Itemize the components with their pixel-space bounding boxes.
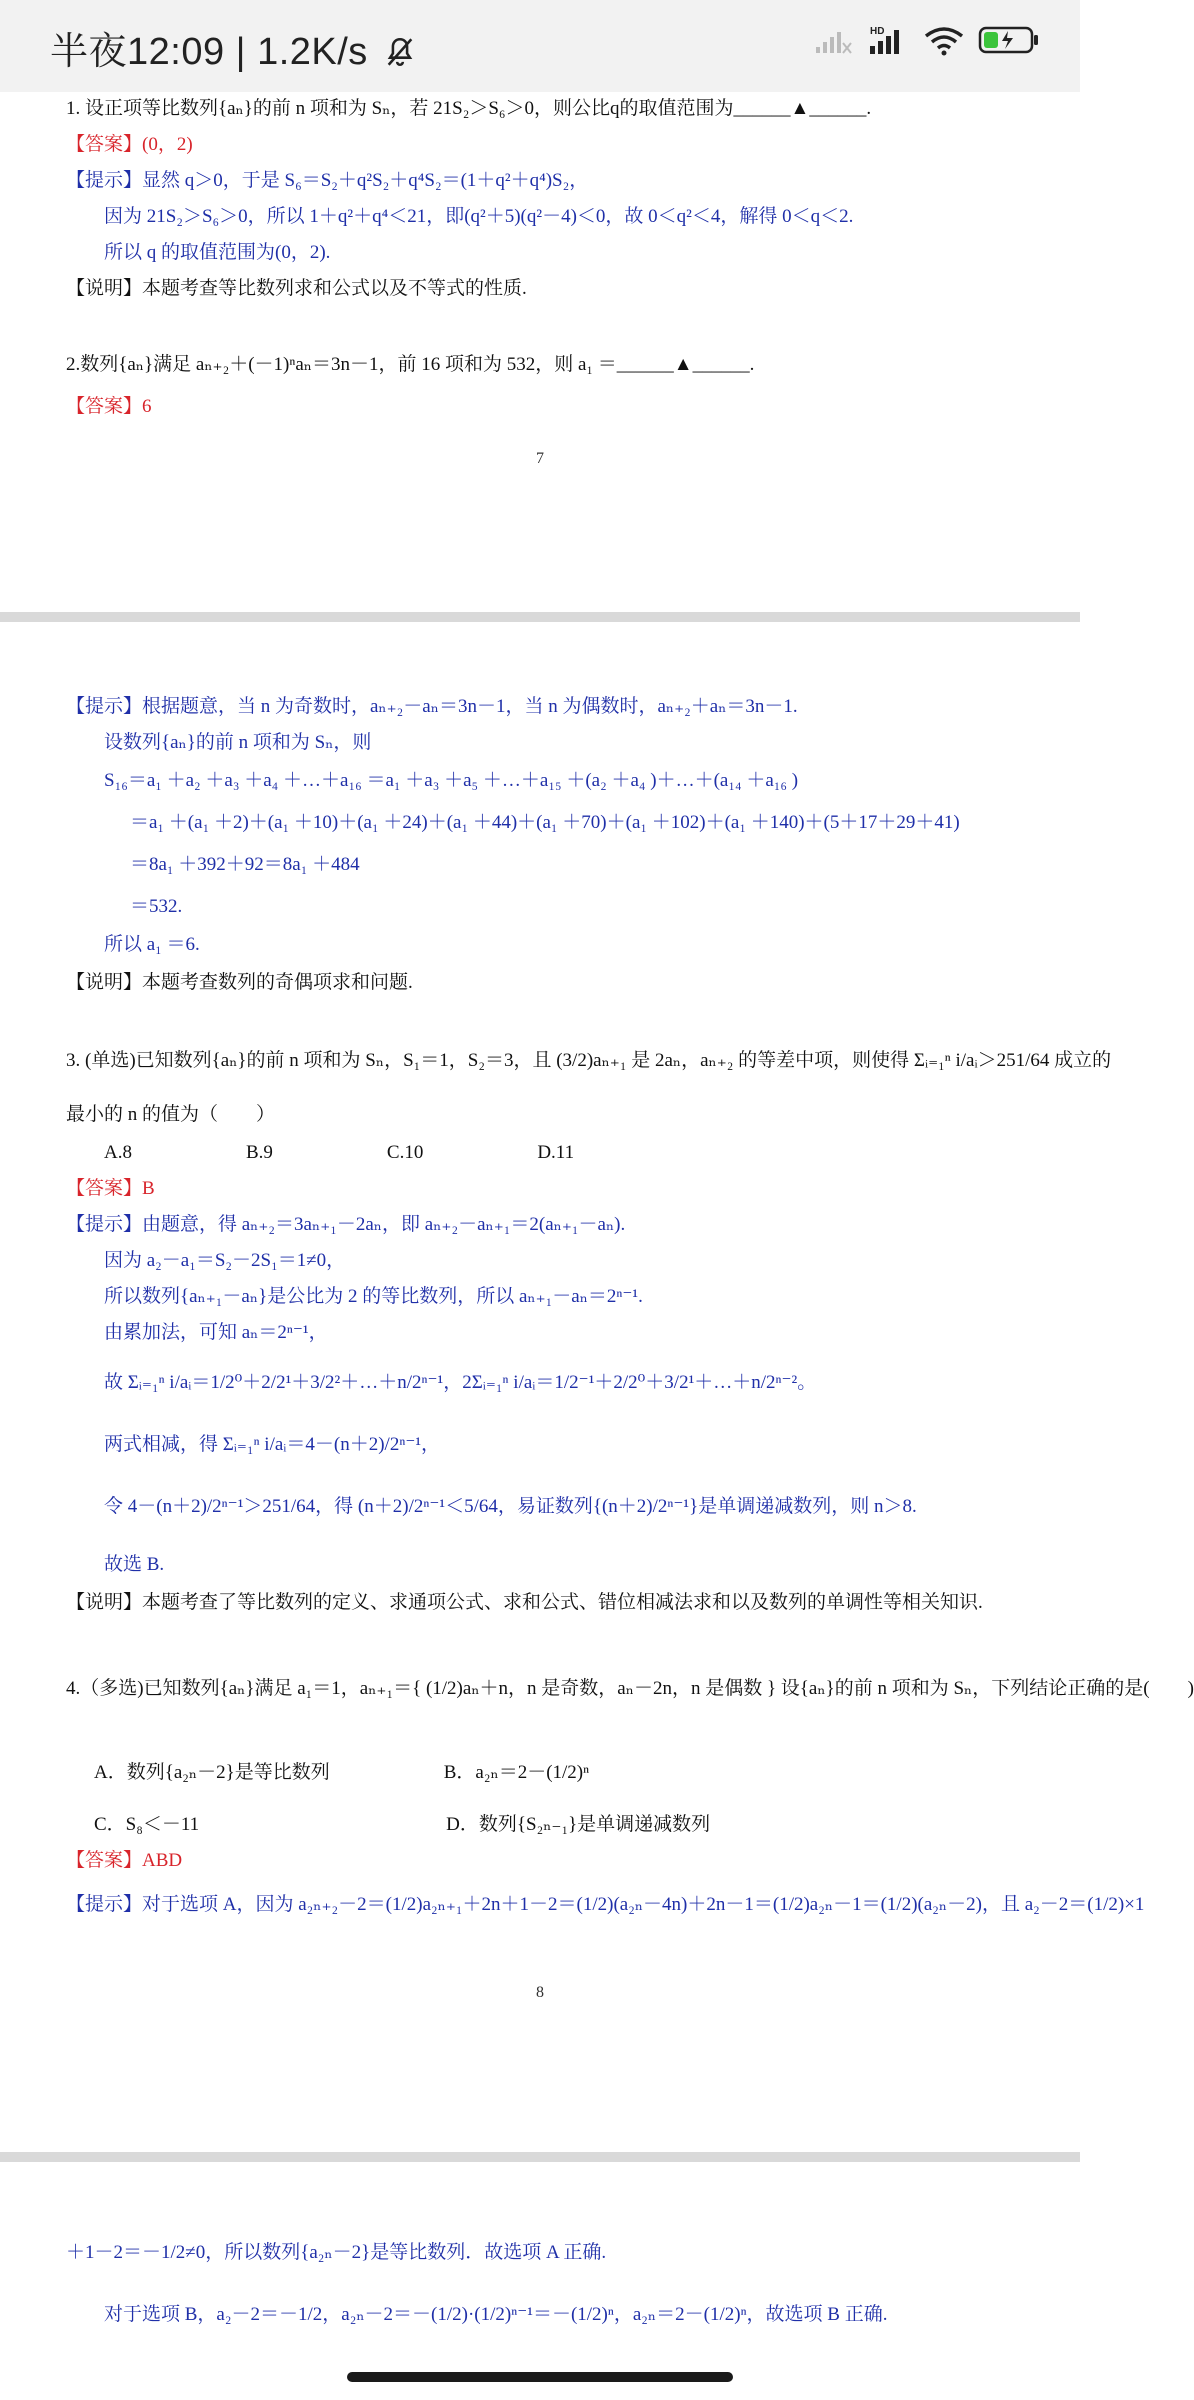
- explanation-line: 【说明】本题考查了等比数列的定义、求通项公式、求和公式、错位相减法求和以及数列的单调性等相关知识.: [66, 1592, 983, 1613]
- page-number: 7: [536, 450, 544, 467]
- hint-line: 由累加法，可知 aₙ＝2ⁿ⁻¹，: [104, 1322, 328, 1343]
- bell-off-icon: [383, 35, 417, 69]
- hint-line: 因为 a₂－a₁＝S₂－2S₁＝1≠0，: [104, 1250, 346, 1271]
- document-page-7: [0, 92, 1080, 612]
- hd-signal-icon: [866, 24, 910, 56]
- sum-line: S₁₆＝a₁ ＋a₂ ＋a₃ ＋a₄ ＋…＋a₁₆ ＝a₁ ＋a₃ ＋a₅ ＋…＋a₁₅ ＋(a₂ ＋a₄ )＋…＋(a₁₄ ＋a₁₆ ): [104, 770, 799, 791]
- battery-charging-icon: [978, 24, 1040, 56]
- hint-line: 所以 a₁ ＝6.: [104, 934, 200, 955]
- document-page-9: [0, 2162, 1080, 2400]
- page-separator: [0, 612, 1080, 622]
- explanation-line: 【说明】本题考查数列的奇偶项求和问题.: [66, 972, 413, 993]
- hint-line: 设数列{aₙ}的前 n 项和为 Sₙ，则: [104, 732, 372, 753]
- hint-line: 【提示】由题意，得 aₙ₊₂＝3aₙ₊₁－2aₙ，即 aₙ₊₂－aₙ₊₁＝2(aₙ₊₁－aₙ).: [66, 1214, 626, 1235]
- choice-options: C．S₈＜－11 D．数列{S₂ₙ₋₁}是单调递减数列: [94, 1814, 711, 1835]
- hint-line: 对于选项 B，a₂－2＝－1/2，a₂ₙ－2＝－(1/2)·(1/2)ⁿ⁻¹＝－(1/2)ⁿ，a₂ₙ＝2－(1/2)ⁿ，故选项 B 正确.: [104, 2304, 888, 2325]
- choice-options: A．数列{a₂ₙ－2}是等比数列 B．a₂ₙ＝2－(1/2)ⁿ: [94, 1762, 590, 1783]
- question-3-text: 最小的 n 的值为（ ）: [66, 1104, 276, 1125]
- hint-line: ＋1－2＝－1/2≠0，所以数列{a₂ₙ－2}是等比数列．故选项 A 正确.: [66, 2242, 607, 2263]
- status-bar: [0, 0, 1080, 92]
- status-icons: [814, 24, 1040, 56]
- document-page-8: [0, 622, 1194, 2152]
- question-2-text: 2.数列{aₙ}满足 aₙ₊₂＋(－1)ⁿaₙ＝3n－1，前 16 项和为 532，则 a₁ ＝______▲______.: [66, 354, 755, 375]
- hint-line: 两式相减，得 Σᵢ₌₁ⁿ i/aᵢ＝4－(n＋2)/2ⁿ⁻¹，: [104, 1434, 441, 1455]
- status-time: [50, 20, 417, 75]
- question-3-text: 3. (单选)已知数列{aₙ}的前 n 项和为 Sₙ，S₁＝1，S₂＝3，且 (3/2)aₙ₊₁ 是 2aₙ，aₙ₊₂ 的等差中项，则使得 Σᵢ₌₁ⁿ i/aᵢ＞251/64 成立的: [66, 1050, 1112, 1071]
- hint-line: 【提示】根据题意，当 n 为奇数时，aₙ₊₂－aₙ＝3n－1，当 n 为偶数时，aₙ₊₂＋aₙ＝3n－1.: [66, 696, 798, 717]
- hint-line: 【提示】显然 q＞0，于是 S₆＝S₂＋q²S₂＋q⁴S₂＝(1＋q²＋q⁴)S₂，: [66, 170, 589, 191]
- home-indicator[interactable]: [347, 2372, 733, 2382]
- hint-line: 所以数列{aₙ₊₁－aₙ}是公比为 2 的等比数列，所以 aₙ₊₁－aₙ＝2ⁿ⁻¹.: [104, 1286, 643, 1307]
- question-1-text: 1. 设正项等比数列{aₙ}的前 n 项和为 Sₙ，若 21S₂＞S₆＞0，则公比q的取值范围为______▲______.: [66, 98, 872, 119]
- choice-options: A.8 B.9 C.10 D.11: [104, 1142, 575, 1163]
- hint-line: 故 Σᵢ₌₁ⁿ i/aᵢ＝1/2⁰＋2/2¹＋3/2²＋…＋n/2ⁿ⁻¹，2Σᵢ₌₁ⁿ i/aᵢ＝1/2⁻¹＋2/2⁰＋3/2¹＋…＋n/2ⁿ⁻²。: [104, 1372, 817, 1393]
- answer-label: 【答案】(0，2): [66, 134, 193, 155]
- hint-line: 因为 21S₂＞S₆＞0，所以 1＋q²＋q⁴＜21，即(q²＋5)(q²－4)＜0，故 0＜q²＜4，解得 0＜q＜2.: [104, 206, 854, 227]
- signal-weak-icon: [814, 25, 854, 55]
- wifi-icon: [922, 24, 966, 56]
- answer-label: 【答案】ABD: [66, 1850, 183, 1871]
- answer-label: 【答案】B: [66, 1178, 155, 1199]
- sum-line: ＝8a₁ ＋392＋92＝8a₁ ＋484: [130, 854, 360, 875]
- hint-line: 【提示】对于选项 A，因为 a₂ₙ₊₂－2＝(1/2)a₂ₙ₊₁＋2n＋1－2＝(1/2)(a₂ₙ－4n)＋2n－1＝(1/2)a₂ₙ－1＝(1/2)(a₂ₙ－2)，且 a₂－2＝(1/2)×1: [66, 1894, 1145, 1915]
- hint-line: 故选 B.: [104, 1554, 165, 1575]
- hint-line: 所以 q 的取值范围为(0，2).: [104, 242, 331, 263]
- explanation-line: 【说明】本题考查等比数列求和公式以及不等式的性质.: [66, 278, 527, 299]
- page-number: 8: [536, 1984, 544, 2001]
- page-separator: [0, 2152, 1080, 2162]
- status-time-text: 半夜12:09 | 1.2K/s: [50, 31, 368, 73]
- hint-line: 令 4－(n＋2)/2ⁿ⁻¹＞251/64，得 (n＋2)/2ⁿ⁻¹＜5/64，易证数列{(n＋2)/2ⁿ⁻¹}是单调递减数列，则 n＞8.: [104, 1496, 917, 1517]
- sum-line: ＝a₁ ＋(a₁ ＋2)＋(a₁ ＋10)＋(a₁ ＋24)＋(a₁ ＋44)＋(a₁ ＋70)＋(a₁ ＋102)＋(a₁ ＋140)＋(5＋17＋29＋41): [130, 812, 960, 833]
- question-4-text: 4.（多选)已知数列{aₙ}满足 a₁＝1，aₙ₊₁＝{ (1/2)aₙ＋n，n 是奇数，aₙ－2n，n 是偶数 } 设{aₙ}的前 n 项和为 Sₙ，下列结论正确的是( ): [66, 1678, 1194, 1699]
- sum-line: ＝532.: [130, 896, 183, 917]
- answer-label: 【答案】6: [66, 396, 152, 417]
- svg-text:HD: HD: [870, 26, 885, 37]
